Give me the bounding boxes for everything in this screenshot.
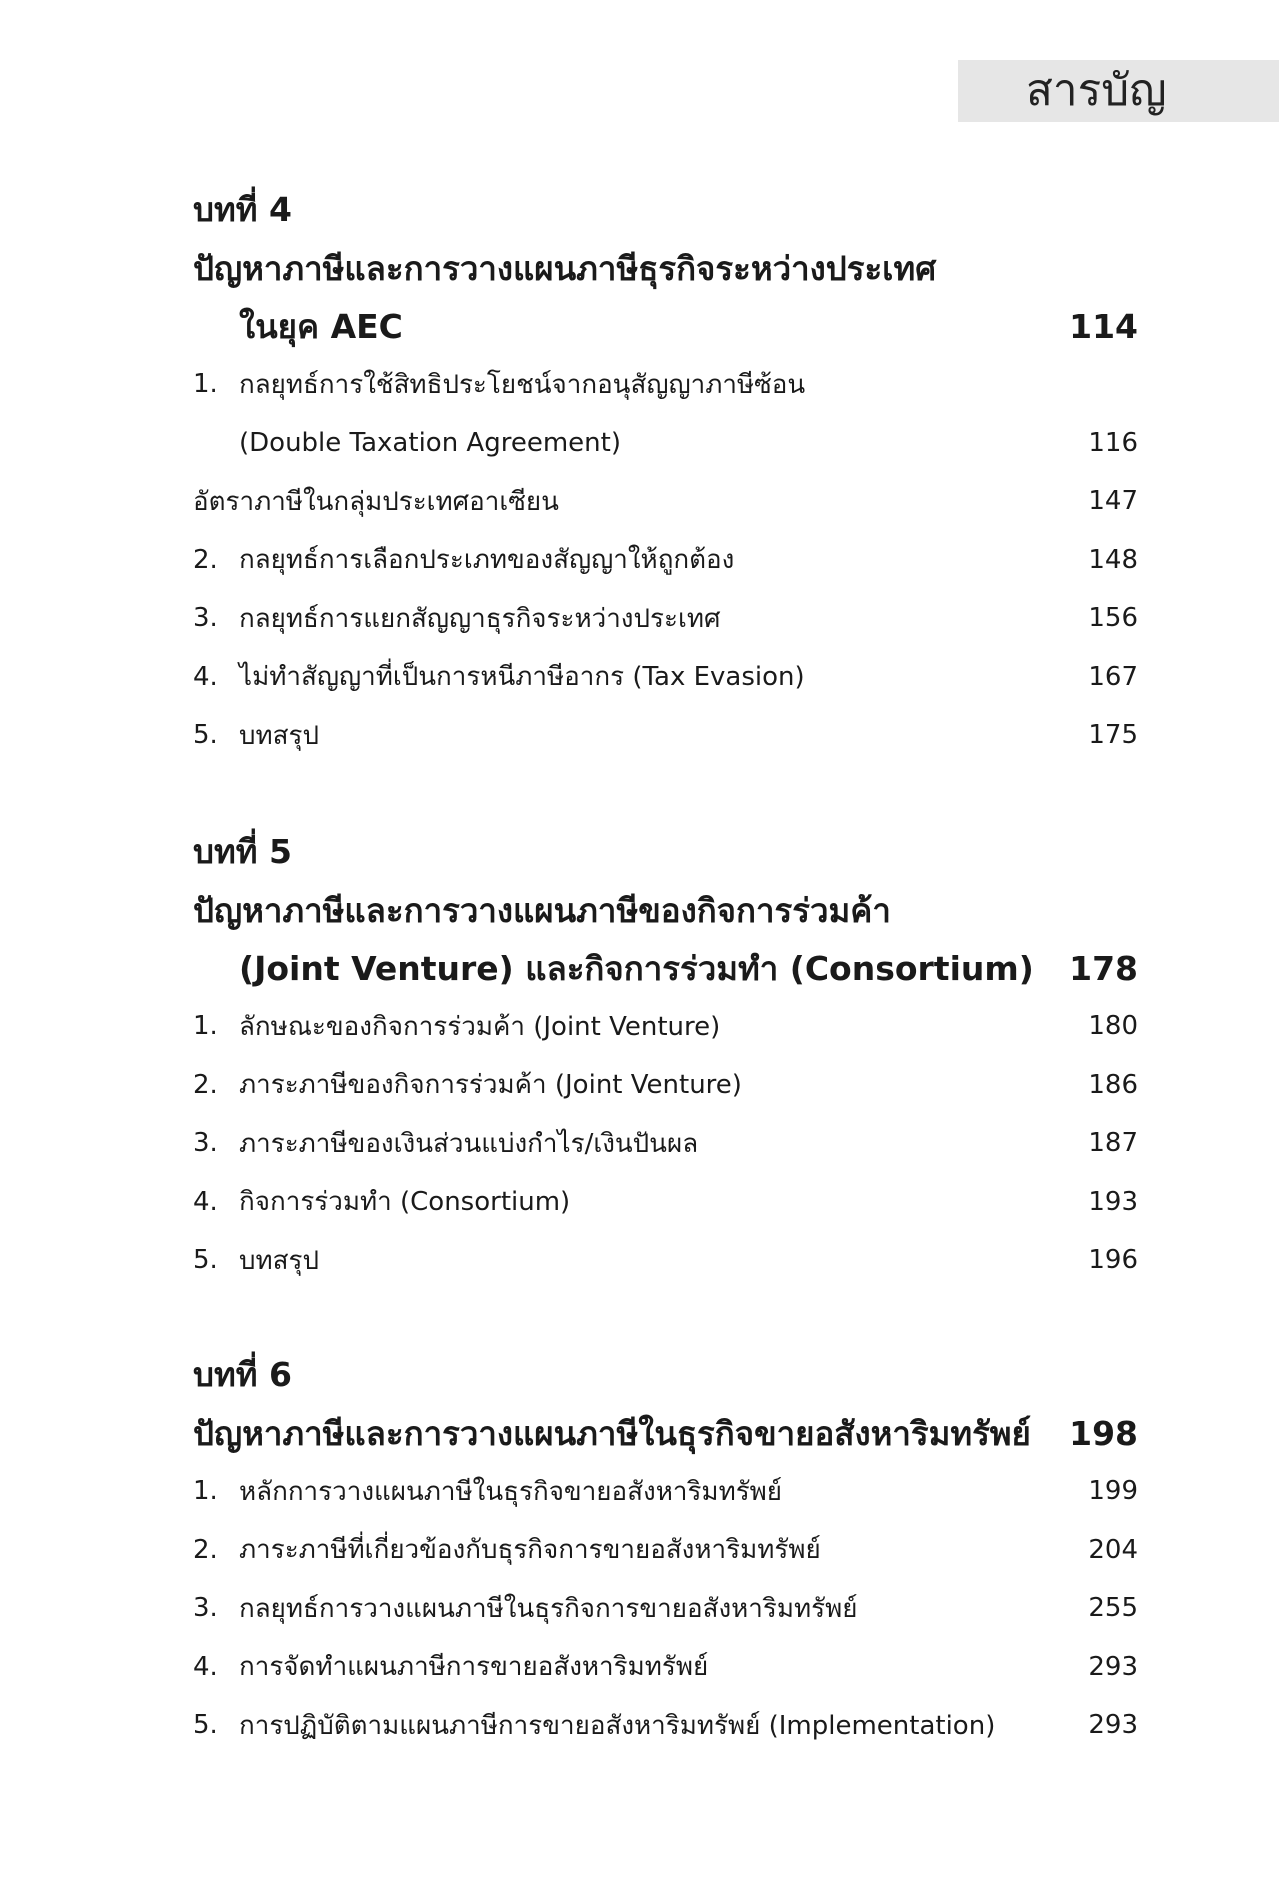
chapter-title-text: ปัญหาภาษีและการวางแผนภาษีของกิจการร่วมค้า xyxy=(193,890,891,930)
chapter-title-line xyxy=(193,881,1138,939)
toc-entry[interactable] xyxy=(193,1638,1138,1697)
toc-entry[interactable] xyxy=(193,997,1138,1056)
entry-page: 180 xyxy=(1088,1011,1138,1042)
toc-entry[interactable] xyxy=(193,1521,1138,1580)
entry-number: 5. xyxy=(193,1710,218,1741)
entry-number: 2. xyxy=(193,544,218,575)
toc-entry[interactable] xyxy=(193,706,1138,765)
chapter-page: 114 xyxy=(1069,306,1138,346)
entry-text: ภาระภาษีของเงินส่วนแบ่งกำไร/เงินปันผล xyxy=(239,1128,699,1159)
entry-text: กลยุทธ์การเลือกประเภทของสัญญาให้ถูกต้อง xyxy=(239,545,735,576)
entry-number: 5. xyxy=(193,720,218,751)
entry-text: กลยุทธ์การแยกสัญญาธุรกิจระหว่างประเทศ xyxy=(239,603,721,634)
entry-page: 148 xyxy=(1088,544,1138,575)
toc-entry[interactable] xyxy=(193,414,1138,473)
toc-entry[interactable] xyxy=(193,1056,1138,1115)
entry-page: 156 xyxy=(1088,603,1138,634)
entry-text: (Double Taxation Agreement) xyxy=(239,427,621,458)
toc-entry[interactable] xyxy=(193,1696,1138,1755)
toc-entry[interactable] xyxy=(193,589,1138,648)
chapter-page: 198 xyxy=(1069,1413,1138,1453)
entry-text: หลักการวางแผนภาษีในธุรกิจขายอสังหาริมทรัพย์ xyxy=(239,1476,783,1507)
entry-page: 187 xyxy=(1088,1128,1138,1159)
chapter-title-text: (Joint Venture) และกิจการร่วมทำ (Consortium) xyxy=(239,948,1034,988)
entry-text: กลยุทธ์การวางแผนภาษีในธุรกิจการขายอสังหาริมทรัพย์ xyxy=(239,1593,858,1624)
chapter-title-line[interactable] xyxy=(193,939,1138,997)
chapter-title-line[interactable] xyxy=(193,297,1138,355)
entry-number: 1. xyxy=(193,369,218,400)
toc-title: สารบัญ xyxy=(1026,65,1167,116)
entry-number: 1. xyxy=(193,1011,218,1042)
entry-text: ภาระภาษีของกิจการร่วมค้า (Joint Venture) xyxy=(239,1070,742,1101)
entry-text: กิจการร่วมทำ (Consortium) xyxy=(239,1187,571,1218)
entry-text: กลยุทธ์การใช้สิทธิประโยชน์จากอนุสัญญาภาษีซ้อน xyxy=(239,369,806,400)
entry-number: 1. xyxy=(193,1476,218,1507)
entry-number: 4. xyxy=(193,1186,218,1217)
entry-page: 175 xyxy=(1088,720,1138,751)
chapter-label: บทที่ 6 xyxy=(193,1355,292,1394)
entry-text: อัตราภาษีในกลุ่มประเทศอาเซียน xyxy=(193,486,559,517)
entry-text: ไม่ทำสัญญาที่เป็นการหนีภาษีอากร (Tax Evasion) xyxy=(239,662,805,693)
chapter-page: 178 xyxy=(1069,948,1138,988)
entry-text: ลักษณะของกิจการร่วมค้า (Joint Venture) xyxy=(239,1011,721,1042)
entry-page: 204 xyxy=(1088,1534,1138,1565)
chapter-title-line[interactable] xyxy=(193,1404,1138,1462)
chapter-6 xyxy=(193,1346,1138,1755)
entry-page: 255 xyxy=(1088,1593,1138,1624)
toc-title-box xyxy=(958,60,1279,122)
entry-number: 3. xyxy=(193,603,218,634)
entry-number: 2. xyxy=(193,1534,218,1565)
entry-page: 186 xyxy=(1088,1069,1138,1100)
entry-page: 147 xyxy=(1088,486,1138,517)
entry-page: 167 xyxy=(1088,661,1138,692)
entry-page: 193 xyxy=(1088,1186,1138,1217)
entry-page: 293 xyxy=(1088,1710,1138,1741)
chapter-title-line xyxy=(193,239,1138,297)
entry-text: การจัดทำแผนภาษีการขายอสังหาริมทรัพย์ xyxy=(239,1652,709,1683)
entry-number: 4. xyxy=(193,1651,218,1682)
toc-entry[interactable] xyxy=(193,1231,1138,1290)
chapter-5 xyxy=(193,823,1138,1290)
entry-number: 2. xyxy=(193,1069,218,1100)
entry-page: 199 xyxy=(1088,1476,1138,1507)
entry-text: การปฏิบัติตามแผนภาษีการขายอสังหาริมทรัพย์ (Implementation) xyxy=(239,1710,996,1741)
entry-number: 3. xyxy=(193,1593,218,1624)
chapter-label: บทที่ 5 xyxy=(193,832,292,871)
toc-entry[interactable] xyxy=(193,472,1138,531)
chapter-title-text: ปัญหาภาษีและการวางแผนภาษีในธุรกิจขายอสังหาริมทรัพย์ xyxy=(193,1413,1031,1453)
toc-entry[interactable] xyxy=(193,648,1138,707)
toc-entry[interactable] xyxy=(193,531,1138,590)
chapter-4 xyxy=(193,181,1138,765)
toc-entry[interactable] xyxy=(193,1173,1138,1232)
toc-entry[interactable] xyxy=(193,1579,1138,1638)
entry-text: บทสรุป xyxy=(239,1245,319,1276)
toc-entry[interactable] xyxy=(193,1462,1138,1521)
entry-text: บทสรุป xyxy=(239,720,319,751)
chapter-label: บทที่ 4 xyxy=(193,190,292,229)
entry-number: 3. xyxy=(193,1128,218,1159)
chapter-title-text: ในยุค AEC xyxy=(239,306,403,346)
toc-entry[interactable] xyxy=(193,1114,1138,1173)
entry-page: 116 xyxy=(1088,427,1138,458)
entry-page: 293 xyxy=(1088,1651,1138,1682)
entry-page: 196 xyxy=(1088,1245,1138,1276)
entry-text: ภาระภาษีที่เกี่ยวข้องกับธุรกิจการขายอสังหาริมทรัพย์ xyxy=(239,1535,821,1566)
chapter-title-text: ปัญหาภาษีและการวางแผนภาษีธุรกิจระหว่างประเทศ xyxy=(193,248,937,288)
entry-number: 5. xyxy=(193,1245,218,1276)
entry-number: 4. xyxy=(193,661,218,692)
toc-entry[interactable] xyxy=(193,355,1138,414)
